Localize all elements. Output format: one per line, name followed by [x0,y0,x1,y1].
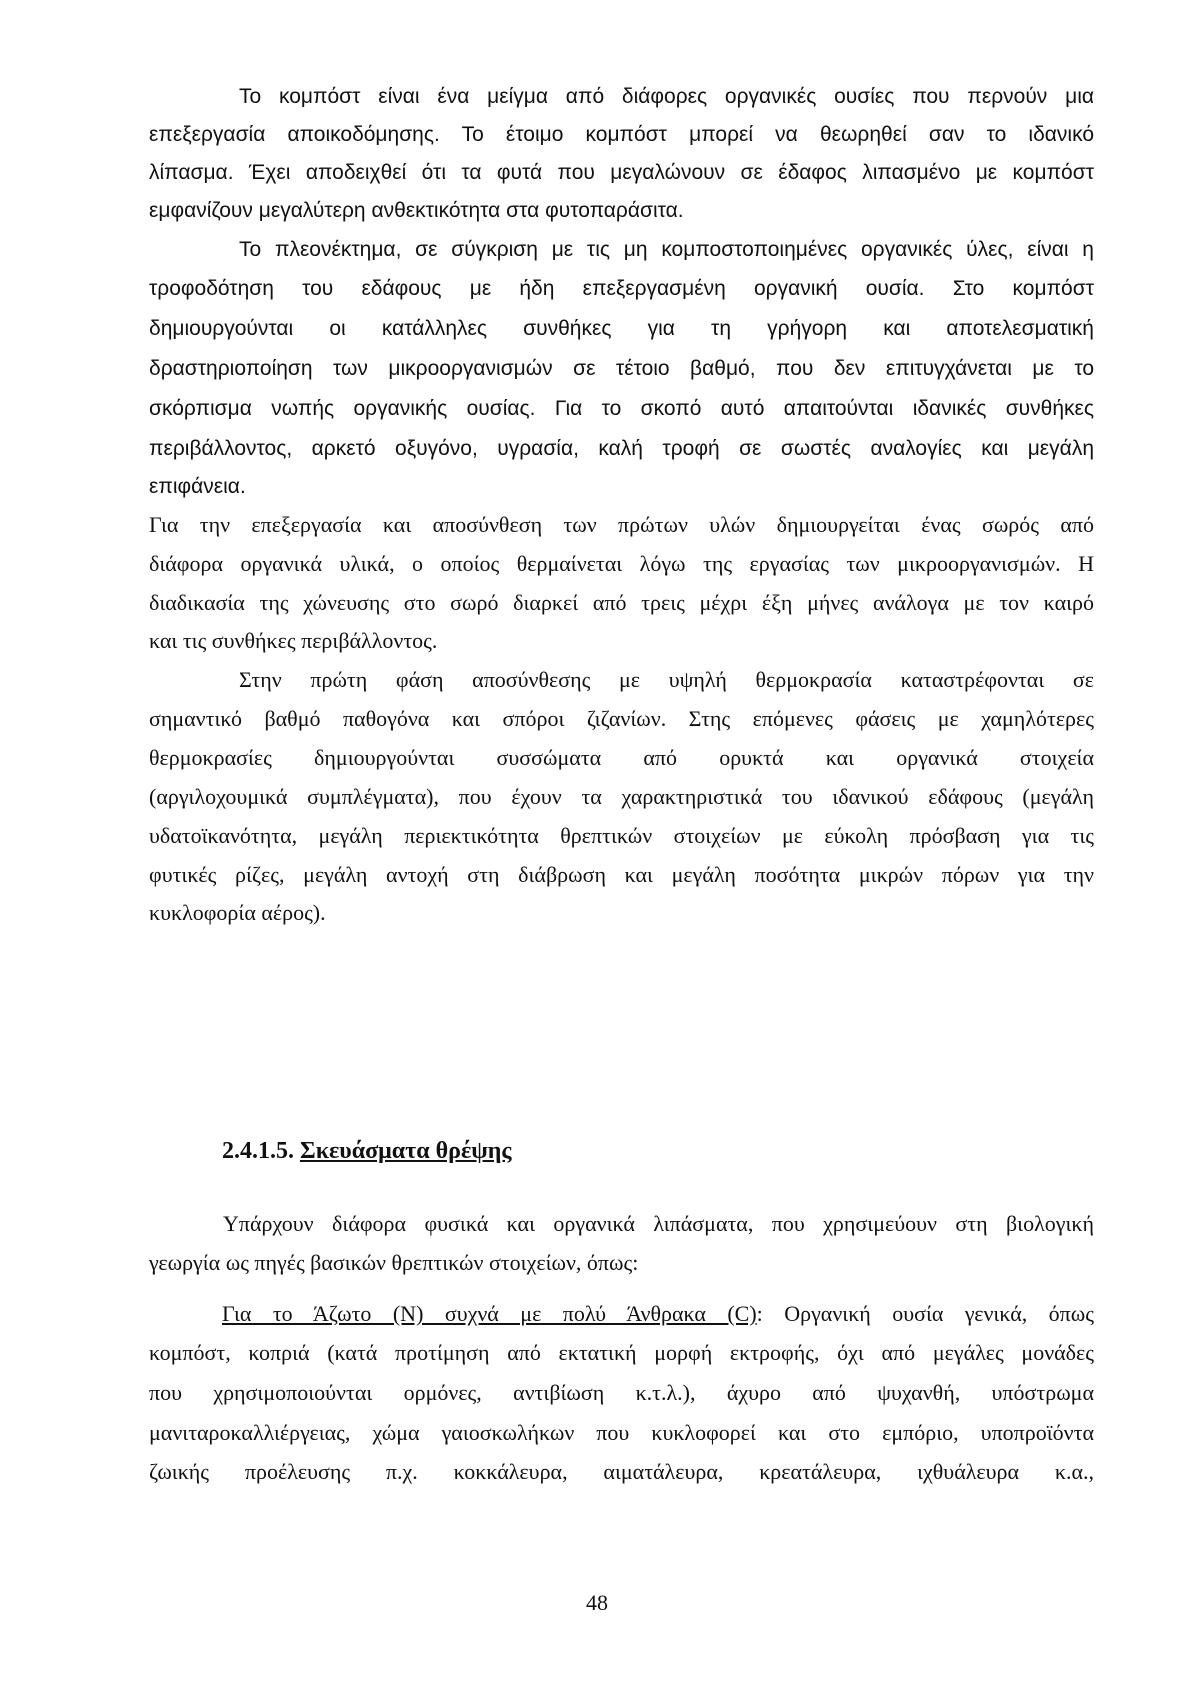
paragraph-6-line-5: ζωικής προέλευσης π.χ. κοκκάλευρα, αιματάλευρα, κρεατάλευρα, ιχθυάλευρα κ.α., [149,1459,1094,1484]
paragraph-4-line-6: φυτικές ρίζες, μεγάλη αντοχή στη διάβρωση και μεγάλη ποσότητα μικρών πόρων για την [149,862,1094,887]
section-title: Σκευάσματα θρέψης [300,1138,512,1164]
paragraph-6-line-1 [222,1301,1094,1327]
paragraph-2-line-5: σκόρπισμα νωπής οργανικής ουσίας. Για το σκοπό αυτό απαιτούνται ιδανικές συνθήκες [149,397,1094,420]
paragraph-1-line-2: επεξεργασία αποικοδόμησης. Το έτοιμο κομπόστ μπορεί να θεωρηθεί σαν το ιδανικό [149,123,1094,146]
paragraph-5-line-2: γεωργία ως πηγές βασικών θρεπτικών στοιχείων, όπως: [149,1250,639,1275]
paragraph-2-line-6: περιβάλλοντος, αρκετό οξυγόνο, υγρασία, καλή τροφή σε σωστές αναλογίες και μεγάλη [149,437,1094,460]
paragraph-4-line-5: υδατοϊκανότητα, μεγάλη περιεκτικότητα θρεπτικών στοιχείων με εύκολη πρόσβαση για τις [149,823,1094,848]
paragraph-1-line-1: Το κομπόστ είναι ένα μείγμα από διάφορες οργανικές ουσίες που περνούν μια [239,85,1094,108]
paragraph-4-line-2: σημαντικό βαθμό παθογόνα και σπόροι ζιζανίων. Στης επόμενες φάσεις με χαμηλότερες [149,706,1094,731]
paragraph-3-line-2: διάφορα οργανικά υλικά, ο οποίος θερμαίνεται λόγω της εργασίας των μικροοργανισμών. Η [149,551,1094,576]
paragraph-6-line-3: που χρησιμοποιούνται ορμόνες, αντιβίωση κ.τ.λ.), άχυρο από ψυχανθή, υπόστρωμα [149,1380,1094,1405]
paragraph-2-line-3: δημιουργούνται οι κατάλληλες συνθήκες για τη γρήγορη και αποτελεσματική [149,317,1094,340]
section-heading [222,1137,512,1165]
paragraph-2-line-7: επιφάνεια. [149,475,246,498]
paragraph-1-line-3: λίπασμα. Έχει αποδειχθεί ότι τα φυτά που μεγαλώνουν σε έδαφος λιπασμένο με κομπόστ [149,161,1094,184]
paragraph-4-line-4: (αργιλοχουμικά συμπλέγματα), που έχουν τα χαρακτηριστικά του ιδανικού εδάφους (μεγάλη [149,784,1094,809]
paragraph-5-line-1: Υπάρχουν διάφορα φυσικά και οργανικά λιπάσματα, που χρησιμεύουν στη βιολογική [223,1211,1094,1236]
paragraph-3-line-1: Για την επεξεργασία και αποσύνθεση των πρώτων υλών δημιουργείται ένας σωρός από [149,512,1094,537]
paragraph-6-line-2: κομπόστ, κοπριά (κατά προτίμηση από εκτατική μορφή εκτροφής, όχι από μεγάλες μονάδες [149,1340,1094,1365]
paragraph-2-line-1: Το πλεονέκτημα, σε σύγκριση με τις μη κομποστοποιημένες οργανικές ύλες, είναι η [239,238,1094,261]
paragraph-1-line-4: εμφανίζουν μεγαλύτερη ανθεκτικότητα στα φυτοπαράσιτα. [149,199,684,222]
paragraph-6-line-4: μανιταροκαλλιέργειας, χώμα γαιοσκωλήκων που κυκλοφορεί και στο εμπόριο, υποπροϊόντα [149,1420,1094,1445]
nitrogen-carbon-label: Για το Άζωτο (Ν) συχνά με πολύ Άνθρακα (C) [222,1301,757,1326]
page-number: 48 [586,1590,608,1615]
paragraph-2-line-2: τροφοδότηση του εδάφους με ήδη επεξεργασμένη οργανική ουσία. Στο κομπόστ [149,277,1094,300]
paragraph-3-line-3: διαδικασία της χώνευσης στο σωρό διαρκεί από τρεις μέχρι έξη μήνες ανάλογα με τον καιρό [149,590,1094,615]
paragraph-6-lead-rest: : Οργανική ουσία γενικά, όπως [756,1301,1094,1326]
paragraph-4-line-1: Στην πρώτη φάση αποσύνθεσης με υψηλή θερμοκρασία καταστρέφονται σε [239,667,1094,692]
paragraph-2-line-4: δραστηριοποίηση των μικροοργανισμών σε τέτοιο βαθμό, που δεν επιτυγχάνεται με το [149,357,1094,380]
section-number: 2.4.1.5. [222,1138,294,1164]
paragraph-4-line-7: κυκλοφορία αέρος). [149,900,326,925]
paragraph-3-line-4: και τις συνθήκες περιβάλλοντος. [149,628,438,653]
paragraph-4-line-3: θερμοκρασίες δημιουργούνται συσσώματα από ορυκτά και οργανικά στοιχεία [149,745,1094,770]
